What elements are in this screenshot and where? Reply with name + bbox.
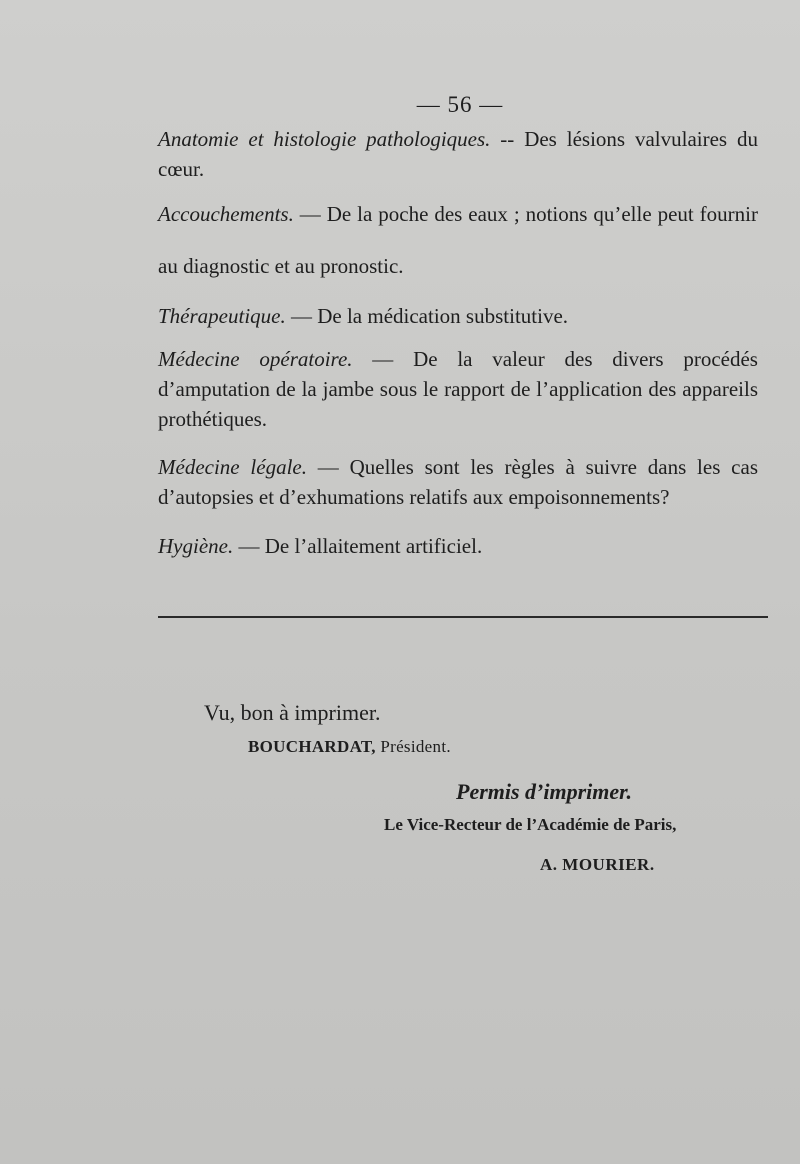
permission-signatory: A. MOURIER.: [540, 855, 655, 874]
section-medecine-legale: [158, 452, 758, 512]
section-text: De la médication substitutive.: [317, 304, 569, 328]
section-therapeutique: [158, 301, 758, 331]
section-text: Quelles sont les règles à suivre dans les cas d’autopsies et d’exhumations relatifs aux empoisonnements?: [158, 455, 758, 509]
approval-text: Vu, bon à imprimer.: [204, 700, 381, 725]
page-number: — 56 —: [416, 92, 504, 117]
section-text: De la poche des eaux ; notions qu’elle peut fournir au diagnostic et au pronostic.: [158, 202, 759, 278]
section-subject: Anatomie et histologie pathologiques.: [158, 127, 491, 151]
section-separator: --: [490, 127, 525, 151]
section-anatomie: [158, 124, 758, 184]
section-medecine-operatoire: [158, 344, 758, 434]
permission-issuer: Le Vice-Recteur de l’Académie de Paris,: [384, 815, 677, 834]
section-subject: Médecine légale.: [158, 455, 307, 479]
section-text: De l’allaitement artificiel.: [264, 534, 483, 558]
section-hygiene: [158, 531, 758, 561]
section-subject: Médecine opératoire.: [158, 347, 353, 371]
section-text: Des lésions valvulaires du cœur.: [158, 127, 758, 181]
section-subject: Hygiène.: [158, 534, 234, 558]
section-separator: —: [306, 455, 350, 479]
permission-title: Permis d’imprimer.: [456, 779, 632, 804]
section-separator: —: [233, 534, 265, 558]
separator-rule: [158, 616, 768, 618]
section-separator: —: [293, 202, 327, 226]
president-name: BOUCHARDAT,: [248, 737, 376, 756]
section-subject: Accouchements.: [158, 202, 294, 226]
president-title: Président.: [380, 737, 451, 756]
president-signature: [248, 737, 451, 757]
section-text: De la valeur des divers procédés d’amputation de la jambe sous le rapport de l’application des appareils prothétiques.: [158, 347, 758, 431]
section-subject: Thérapeutique.: [158, 304, 286, 328]
section-separator: —: [352, 347, 414, 371]
section-separator: —: [285, 304, 318, 328]
section-accouchements: [158, 188, 758, 292]
